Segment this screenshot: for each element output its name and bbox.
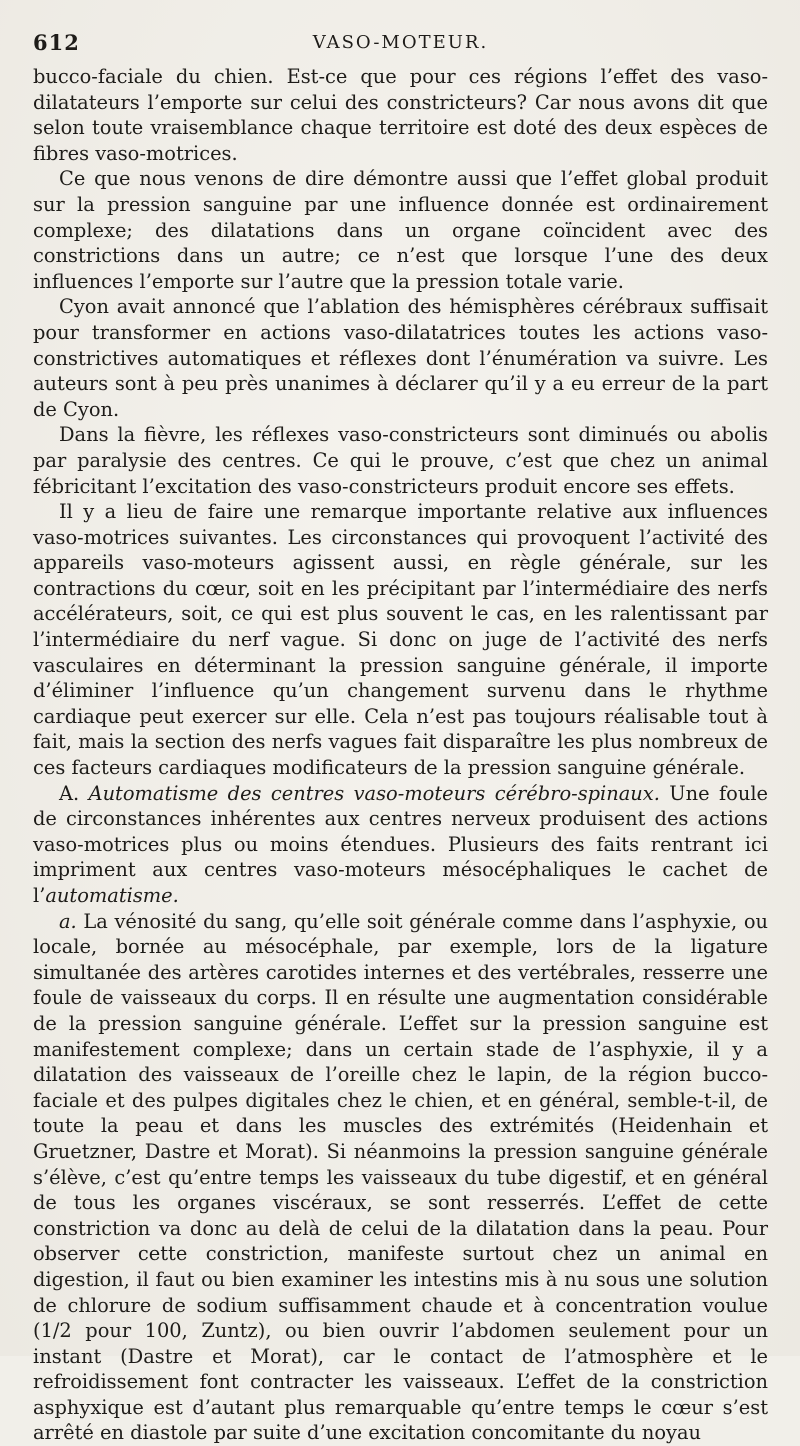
paragraph-4 bbox=[33, 422, 768, 499]
paragraph-5 bbox=[33, 499, 768, 781]
paragraph-2-text: Ce que nous venons de dire démontre aussi que l’effet global produit sur la pression sanguine par une influence donnée est ordinairement complexe; des dilatations dans un organe coïncident avec des constrictions dans un autre; ce n’est que lorsque l’une des deux influences l’emporte sur l’autre que la pression totale varie. bbox=[33, 167, 768, 293]
paragraph-4-text: Dans la fièvre, les réflexes vaso-constricteurs sont diminués ou abolis par paralysie des centres. Ce qui le prouve, c’est que chez un animal fébricitant l’excitation des vaso-constricteurs produit encore ses effets. bbox=[33, 423, 768, 498]
paragraph-1-text: bucco-faciale du chien. Est-ce que pour ces régions l’effet des vaso-dilatateurs l’emporte sur celui des constricteurs? Car nous avons dit que selon toute vraisemblance chaque territoire est doté des deux espèces de fibres vaso-motrices. bbox=[33, 65, 768, 165]
paragraph-3 bbox=[33, 294, 768, 422]
paragraph-2 bbox=[33, 166, 768, 294]
running-title: VASO-MOTEUR. bbox=[312, 32, 489, 53]
paragraph-3-text: Cyon avait annoncé que l’ablation des hémisphères cérébraux suffisait pour transformer en actions vaso-dilatatrices toutes les actions vaso-constrictives automatiques et réflexes dont l’énumération va suivre. Les auteurs sont à peu près unanimes à déclarer qu’il y a eu erreur de la part de Cyon. bbox=[33, 295, 768, 421]
section-a-paragraph bbox=[33, 781, 768, 909]
item-a-text: La vénosité du sang, qu’elle soit générale comme dans l’asphyxie, ou locale, bornée au mésocéphale, par exemple, lors de la ligature simultanée des artères carotides internes et des vertébrales, resserre une foule de vaisseaux du corps. Il en résulte une augmentation considérable de la pression sanguine générale. L’effet sur la pression sanguine est manifestement complexe; dans un certain stade de l’asphyxie, il y a dilatation des vaisseaux de l’oreille chez le lapin, de la région bucco-faciale et des pulpes digitales chez le chien, et en général, semble-t-il, de toute la peau et dans les muscles des extrémités (Heidenhain et Gruetzner, Dastre et Morat). Si néanmoins la pression sanguine générale s’élève, c’est qu’entre temps les vaisseaux du tube digestif, et en général de tous les organes viscéraux, se sont resserrés. L’effet de cette constriction va donc au delà de celui de la dilatation dans la peau. Pour observer cette constriction, manifeste surtout chez un animal en digestion, il faut ou bien examiner les intestins mis à nu sous une solution de chlorure de sodium suffisamment chaude et à concentration voulue (1/2 pour 100, Zuntz), ou bien ouvrir l’abdomen seulement pour un instant (Dastre et Morat), car le contact de l’atmosphère et le refroidissement font contracter les vaisseaux. L’effet de la constriction asphyxique est d’autant plus remarquable qu’entre temps le cœur s’est arrêté en diastole par suite d’une excitation concomitante du noyau bbox=[33, 909, 768, 1445]
page-number: 612 bbox=[33, 30, 80, 55]
paragraph-5-text: Il y a lieu de faire une remarque importante relative aux influences vaso-motrices suivantes. Les circonstances qui provoquent l’activité des appareils vaso-moteurs agissent aussi, en règle générale, sur les contractions du cœur, soit en les précipitant par l’intermédiaire des nerfs accélérateurs, soit, ce qui est plus souvent le cas, en les ralentissant par l’intermédiaire du nerf vague. Si donc on juge de l’activité des nerfs vasculaires en déterminant la pression sanguine générale, il importe d’éliminer l’influence qu’un changement survenu dans le rhythme cardiaque peut exercer sur elle. Cela n’est pas toujours réalisable tout à fait, mais la section des nerfs vagues fait disparaître les plus nombreux de ces facteurs cardiaques modificateurs de la pression sanguine générale. bbox=[33, 500, 768, 780]
item-a-label: a. bbox=[59, 909, 77, 933]
item-a-paragraph bbox=[33, 909, 768, 1446]
section-a-text: Une foule de circonstances inhérentes aux centres nerveux produisent des actions vaso-motrices plus ou moins étendues. Plusieurs des faits rentrant ici impriment aux centres vaso-moteurs mésocéphaliques le cachet de l’ bbox=[33, 781, 769, 907]
section-a-emphasis: automatisme. bbox=[45, 884, 179, 907]
running-head bbox=[33, 30, 768, 64]
body-text bbox=[33, 64, 768, 1446]
section-a-heading: Automatisme des centres vaso-moteurs cérébro-spinaux. bbox=[88, 781, 660, 805]
paragraph-1 bbox=[33, 64, 768, 166]
section-a-label: A. bbox=[59, 781, 89, 805]
